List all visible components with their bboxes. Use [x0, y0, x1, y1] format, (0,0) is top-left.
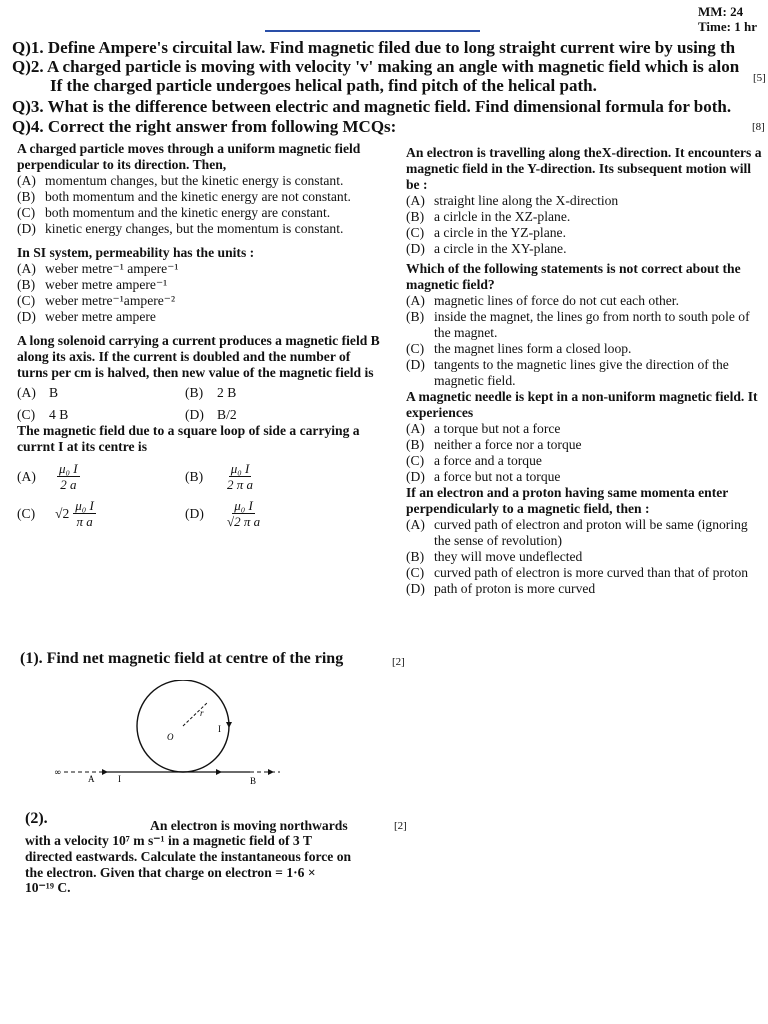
mcq-option: (A) curved path of electron and proton will be same (ignoring the sense of revolution): [406, 517, 748, 548]
mcq-option: (D) kinetic energy changes, but the momentum is constant.: [17, 221, 344, 236]
mcq-option: (A) momentum changes, but the kinetic energy is constant.: [17, 173, 344, 188]
mcq-1: [17, 141, 382, 237]
mcq-option: (D) path of proton is more curved: [406, 581, 596, 596]
radius-line: [183, 702, 208, 726]
ring-current-arrow-icon: [226, 722, 232, 728]
mcq-option: (C) 4 B: [17, 407, 69, 422]
mcq-option: (D) tangents to the magnetic lines give the direction of the magnetic field.: [406, 357, 729, 388]
current-label: I: [118, 774, 121, 784]
mcq-option: (B) they will move undeflected: [406, 549, 583, 564]
question-4: Q)4. Correct the right answer from following MCQs:: [12, 117, 397, 136]
problem-2-text-line-4: the electron. Given that charge on electron = 1·6 ×: [25, 865, 316, 880]
mcq-option: (B) weber metre ampere⁻¹: [17, 277, 168, 292]
mcq-3: [17, 333, 382, 423]
mcq-stem: A magnetic needle is kept in a non-uniform magnetic field. It experiences: [406, 389, 758, 420]
ring-wire-figure: [50, 680, 290, 790]
point-b-label: B: [250, 776, 257, 786]
mcq-stem: An electron is travelling along theX-direction. It encounters a magnetic field in the Y-direction. Its subsequent motion will be :: [406, 145, 762, 192]
problem-2-text-line-2: with a velocity 10⁷ m s⁻¹ in a magnetic field of 3 T: [25, 833, 312, 848]
mcq-option: (C) weber metre⁻¹ampere⁻²: [17, 293, 176, 308]
mcq-8: [406, 485, 762, 597]
mcq-option: (B) $\frac{\text{μ₀ I}}{\text{2 π a}}$: [185, 461, 254, 492]
mcq-7: [406, 389, 762, 485]
question-2-marks: [5]: [753, 72, 766, 84]
problem-2-text-line-3: directed eastwards. Calculate the instantaneous force on: [25, 849, 352, 864]
ring-current-label: I: [218, 724, 221, 734]
mcq-option: (A) B: [17, 385, 59, 400]
problem-2-marks: [2]: [394, 820, 407, 832]
question-3: Q)3. What is the difference between electric and magnetic field. Find dimensional formula for both.: [12, 97, 732, 116]
mcq-option: (B) inside the magnet, the lines go from north to south pole of the magnet.: [406, 309, 750, 340]
mcq-6: [406, 261, 762, 389]
mcq-option: (B) a cirlcle in the XZ-plane.: [406, 209, 571, 224]
arrow-icon: [268, 769, 274, 775]
problem-2-text-line-1: An electron is moving northwards: [150, 818, 348, 833]
mcq-option: (D) a force but not a torque: [406, 469, 561, 484]
time-allowed: Time: 1 hr: [698, 19, 757, 34]
header-rule: [265, 30, 480, 32]
mcq-option: (D) $\frac{\text{μ₀ I}}{\text{√2 π a}}$: [185, 498, 261, 529]
mcq-stem: A long solenoid carrying a current produces a magnetic field B along its axis. If the current is doubled and the number of turns per cm is halved, then new value of the magnetic field is: [17, 333, 380, 380]
mcq-stem: If an electron and a proton having same momenta enter perpendicularly to a magnetic field, then :: [406, 485, 729, 516]
mcq-option: (C) a force and a torque: [406, 453, 542, 468]
problem-2-number: (2).: [25, 810, 48, 827]
mcq-option: (C) the magnet lines form a closed loop.: [406, 341, 632, 356]
mcq-option: (A) magnetic lines of force do not cut each other.: [406, 293, 679, 308]
mcq-stem: The magnetic field due to a square loop of side a carrying a currnt I at its centre is: [17, 423, 360, 454]
question-2-text: If the charged particle undergoes helical path, find pitch of the helical path.: [50, 76, 597, 95]
mcq-option: (C) √2 $\frac{\text{μ₀ I}}{\text{π a}}$: [17, 498, 94, 529]
mcq-4: [17, 423, 382, 529]
mcq-option: (A) weber metre⁻¹ ampere⁻¹: [17, 261, 179, 276]
mcq-left-column: [17, 141, 382, 529]
mcq-option: (D) weber metre ampere: [17, 309, 156, 324]
problem-1-marks: [2]: [392, 656, 405, 668]
question-2-line-1: Q)2. A charged particle is moving with velocity 'v' making an angle with magnetic field which is alon: [12, 57, 740, 76]
mcq-stem: Which of the following statements is not correct about the magnetic field?: [406, 261, 741, 292]
max-marks: MM: 24: [698, 4, 744, 19]
mcq-option: (A) straight line along the X-direction: [406, 193, 619, 208]
mcq-option: (B) 2 B: [185, 385, 237, 400]
center-o-label: O: [167, 732, 174, 742]
mcq-option: (A) $\frac{\text{μ₀ I}}{2 a}$: [17, 461, 78, 492]
point-a-label: A: [88, 774, 95, 784]
mcq-option: (B) both momentum and the kinetic energy are not constant.: [17, 189, 351, 204]
mcq-option: (A) a torque but not a force: [406, 421, 561, 436]
mcq-right-column: [406, 145, 762, 597]
mcq-2: [17, 245, 382, 325]
radius-label: r: [200, 708, 204, 718]
mcq-stem: In SI system, permeability has the units :: [17, 245, 255, 260]
mcq-option: (B) neither a force nor a torque: [406, 437, 582, 452]
mcq-option: (C) a circle in the YZ-plane.: [406, 225, 566, 240]
question-2-line-2: [12, 76, 597, 95]
problem-1-title: (1). Find net magnetic field at centre of the ring: [20, 650, 344, 667]
question-4-marks: [8]: [752, 121, 765, 133]
mcq-option: (C) curved path of electron is more curved than that of proton: [406, 565, 749, 580]
infinity-label: ∞: [54, 768, 62, 778]
problem-2-text-line-5: 10⁻¹⁹ C.: [25, 880, 71, 895]
question-1: Q)1. Define Ampere's circuital law. Find magnetic filed due to long straight current wire by using th: [12, 38, 736, 57]
mcq-option: (D) a circle in the XY-plane.: [406, 241, 567, 256]
mcq-option: (C) both momentum and the kinetic energy are constant.: [17, 205, 331, 220]
arrow-icon: [216, 769, 222, 775]
mcq-stem: A charged particle moves through a uniform magnetic field perpendicular to its direction. Then,: [17, 141, 361, 172]
mcq-option: (D) B/2: [185, 407, 237, 422]
arrow-icon: [102, 769, 108, 775]
mcq-5: [406, 145, 762, 257]
